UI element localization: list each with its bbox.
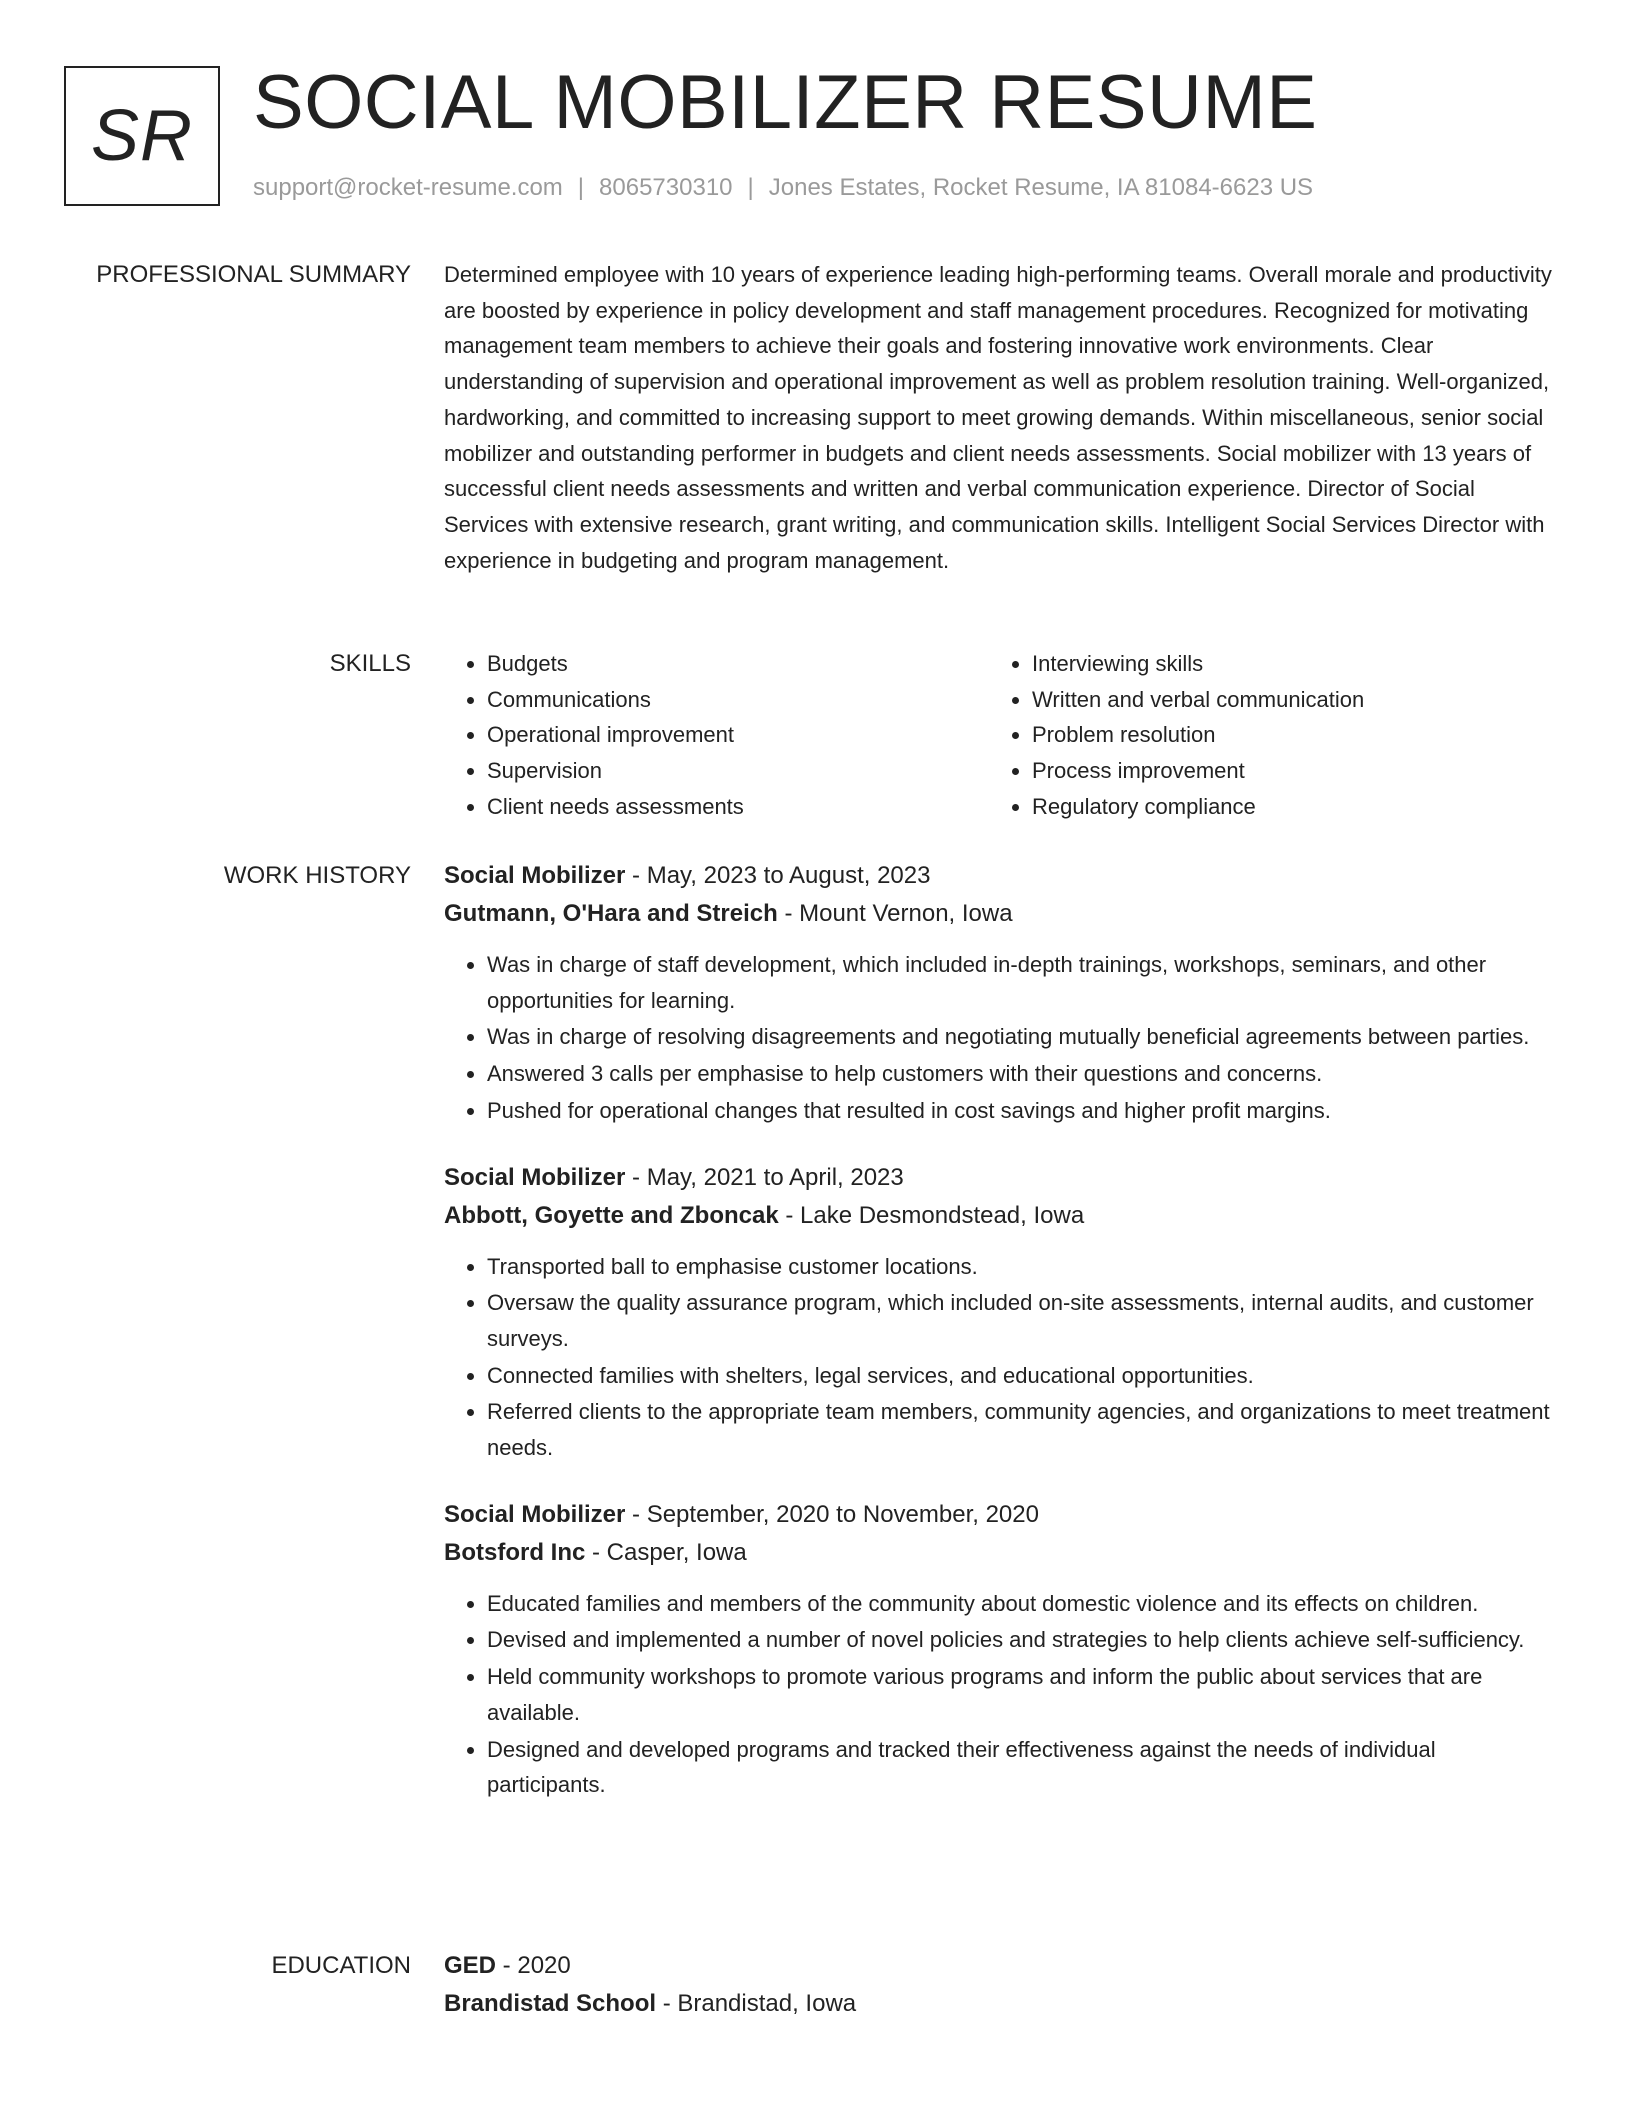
job-bullet: • Answered 3 calls per emphasise to help customers with their questions and concerns. [487,1056,1554,1092]
job-bullet: • Referred clients to the appropriate team members, community agencies, and organizations to meet treatment needs. [487,1394,1554,1465]
monogram-logo [64,66,220,206]
job-company: Abbott, Goyette and Zboncak [444,1201,779,1229]
job-bullets [444,1586,1554,1803]
monogram-text: SR [90,96,194,176]
job-title-line [444,1159,1554,1197]
education-label: EDUCATION [271,1952,411,1979]
education-school: Brandistad School [444,1990,657,2017]
skills-column-left [444,646,989,825]
job-location: - Casper, Iowa [585,1538,747,1566]
job-bullet: • Was in charge of staff development, which included in-depth trainings, workshops, seminars, and other opportunities for learning. [487,947,1554,1018]
summary-label: PROFESSIONAL SUMMARY [96,261,411,288]
education-body [444,1947,1554,2037]
education-degree: GED [444,1952,497,1979]
contact-separator: | [747,174,754,201]
skill-item: • Interviewing skills [1032,646,1534,682]
job-bullet: • Was in charge of resolving disagreements and negotiating mutually beneficial agreements between parties. [487,1019,1554,1055]
job-title: Social Mobilizer [444,862,626,889]
education-year: - 2020 [496,1952,571,1979]
skill-item: • Operational improvement [487,717,989,753]
job-bullet: • Designed and developed programs and tracked their effectiveness against the needs of individual participants. [487,1732,1554,1803]
skills-label: SKILLS [329,650,411,677]
work-history-label: WORK HISTORY [223,862,411,889]
job-bullets [444,1249,1554,1466]
skill-item: • Written and verbal communication [1032,682,1534,718]
skill-item: • Communications [487,682,989,718]
job-title-line [444,1496,1554,1534]
resume-title: SOCIAL MOBILIZER RESUME [253,60,1318,145]
job-company-line [444,1197,1554,1235]
summary-body [444,257,1554,578]
job-bullet: • Held community workshops to promote various programs and inform the public about services that are available. [487,1659,1554,1730]
job-entry [444,1496,1554,1803]
job-entry [444,857,1554,1129]
skills-column-right [989,646,1534,825]
job-bullet: • Devised and implemented a number of novel policies and strategies to help clients achieve self-sufficiency. [487,1622,1554,1658]
job-title: Social Mobilizer [444,1163,626,1191]
job-bullet: • Oversaw the quality assurance program, which included on-site assessments, internal audits, and customer surveys. [487,1285,1554,1356]
skill-item: • Process improvement [1032,753,1534,789]
job-bullets [444,947,1554,1129]
job-bullet: • Pushed for operational changes that resulted in cost savings and higher profit margins. [487,1093,1554,1129]
skills-body [444,646,1554,825]
job-bullet: • Connected families with shelters, legal services, and educational opportunities. [487,1358,1554,1394]
job-dates: - May, 2021 to April, 2023 [625,1163,904,1191]
job-dates: - May, 2023 to August, 2023 [625,862,931,889]
skills-grid [444,646,1554,825]
job-company-line [444,1534,1554,1572]
education-degree-line [444,1947,1554,1985]
job-company-line [444,895,1554,933]
skill-item: • Problem resolution [1032,717,1534,753]
education-location: - Brandistad, Iowa [656,1990,857,2017]
job-entry [444,1159,1554,1466]
contact-email[interactable]: support@rocket-resume.com [253,174,563,201]
contact-separator: | [577,174,585,201]
skills-list-left [444,646,989,825]
job-title: Social Mobilizer [444,1500,626,1528]
contact-address: Jones Estates, Rocket Resume, IA 81084-6623 US [768,174,1314,201]
contact-line [253,173,1313,203]
contact-phone[interactable]: 8065730310 [599,174,733,201]
job-title-line [444,857,1554,895]
job-bullet: • Transported ball to emphasise customer locations. [487,1249,1554,1285]
skills-list-right [989,646,1534,825]
job-company: Botsford Inc [444,1538,586,1566]
work-history-body [444,857,1554,1833]
summary-text: Determined employee with 10 years of experience leading high-performing teams. Overall morale and productivity are boosted by experience in policy development and staff management procedures. Recognized for motivating management team members to achieve their goals and fostering innovative work environments. Clear understanding of supervision and operational improvement as well as problem resolution training. Well-organized, hardworking, and committed to increasing support to meet growing demands. Within miscellaneous, senior social mobilizer and outstanding performer in budgets and client needs assessments. Social mobilizer with 13 years of successful client needs assessments and written and verbal communication experience. Director of Social Services with extensive research, grant writing, and communication skills. Intelligent Social Services Director with experience in budgeting and program management. [444,262,1552,573]
job-dates: - September, 2020 to November, 2020 [625,1500,1039,1528]
job-company: Gutmann, O'Hara and Streich [444,900,778,927]
job-location: - Mount Vernon, Iowa [777,900,1013,927]
skill-item: • Client needs assessments [487,789,989,825]
education-school-line [444,1985,1554,2023]
job-location: - Lake Desmondstead, Iowa [778,1201,1085,1229]
skill-item: • Supervision [487,753,989,789]
job-bullet: • Educated families and members of the community about domestic violence and its effects on children. [487,1586,1554,1622]
skill-item: • Budgets [487,646,989,682]
skill-item: • Regulatory compliance [1032,789,1534,825]
